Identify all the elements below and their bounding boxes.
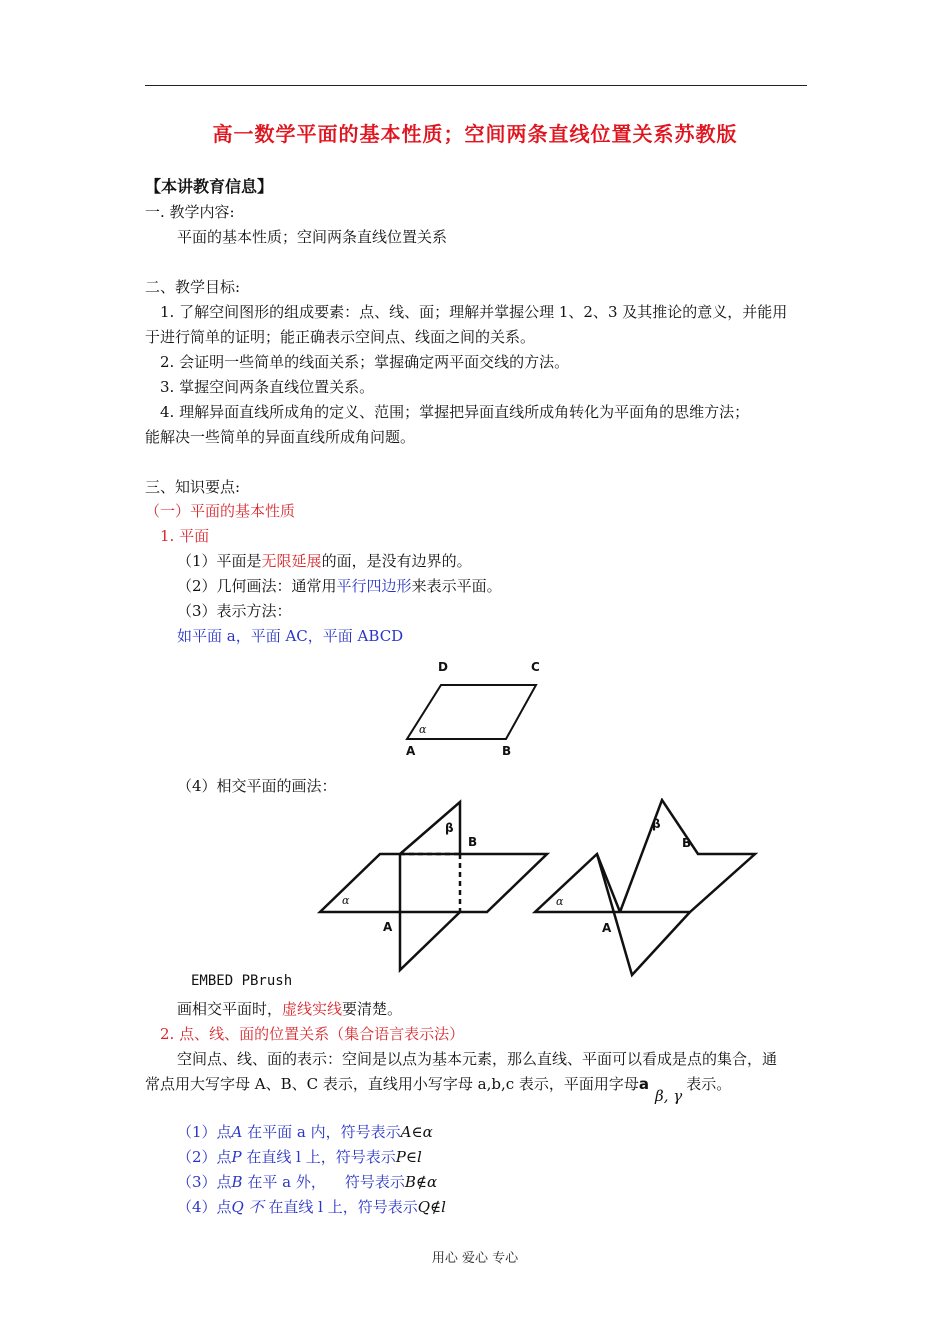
figure-parallelogram: [395, 655, 555, 760]
r1-symbol: A∈α: [400, 1123, 433, 1141]
section-3-heading: 三、知识要点:: [145, 478, 241, 496]
subsection-plane-properties: （一）平面的基本性质: [145, 502, 296, 520]
representation-line-2: [145, 1074, 732, 1105]
goal-4-line-1: 4. 理解异面直线所成角的定义、范围；掌握把异面直线所成角转化为平面角的思维方法；: [160, 403, 750, 421]
section-2-heading: 二、教学目标:: [145, 278, 241, 296]
representation-text: 常点用大写字母 A、B、C 表示，直线用小写字母 a,b,c 表示，平面用字母: [145, 1075, 639, 1093]
representation-beta-gamma: β, γ: [655, 1087, 683, 1105]
r2-prefix: （2）点: [177, 1148, 232, 1166]
fig2a-label-beta: β: [445, 821, 454, 835]
plane-point-1: [177, 551, 472, 571]
p2-highlight: 平行四边形: [336, 577, 412, 595]
fig2b-label-B: B: [682, 836, 692, 850]
plane-notation-example: 如平面 a，平面 AC，平面 ABCD: [177, 627, 404, 645]
section-1-body: 平面的基本性质；空间两条直线位置关系: [177, 228, 448, 246]
section-info-heading: 【本讲教育信息】: [145, 177, 274, 196]
plane-point-2: [177, 576, 502, 596]
draw-highlight: 虚线实线: [282, 1000, 343, 1018]
r1-prefix: （1）点: [177, 1123, 232, 1141]
r4-mid: 在直线 l 上，符号表示: [263, 1198, 418, 1216]
fig1-label-alpha: α: [419, 723, 427, 736]
r1-var: A: [231, 1123, 243, 1141]
r2-mid: 在直线 l 上，符号表示: [241, 1148, 396, 1166]
p1-suffix: 的面，是没有边界的。: [321, 552, 472, 570]
r2-symbol: P∈l: [395, 1148, 422, 1166]
fig2a-label-B: B: [468, 835, 478, 849]
figure-intersecting-planes-dashed: [315, 798, 550, 973]
figure-intersecting-planes-v: [532, 798, 762, 983]
r4-prefix: （4）点: [177, 1198, 232, 1216]
r4-var: Q 不: [231, 1198, 264, 1216]
document-title: 高一数学平面的基本性质；空间两条直线位置关系苏教版: [212, 122, 738, 146]
representation-letter-a: a: [638, 1075, 650, 1093]
relation-4: [177, 1197, 446, 1217]
goal-3: 3. 掌握空间两条直线位置关系。: [160, 378, 375, 396]
representation-line-1: 空间点、线、面的表示：空间是以点为基本元素，那么直线、平面可以看成是点的集合，通: [177, 1050, 778, 1068]
relation-1: [177, 1122, 433, 1142]
page-footer: 用心 爱心 专心: [431, 1251, 519, 1266]
r3-symbol: B∉α: [404, 1173, 438, 1191]
fig1-label-C: C: [531, 660, 540, 674]
header-rule: [145, 85, 807, 86]
fig2b-label-alpha: α: [556, 895, 564, 908]
embed-pbrush-text: EMBED PBrush: [191, 973, 293, 989]
p2-suffix: 来表示平面。: [411, 577, 502, 595]
goal-4-line-2: 能解决一些简单的异面直线所成角问题。: [145, 428, 416, 446]
item-plane: 1. 平面: [160, 527, 210, 545]
goal-2: 2. 会证明一些简单的线面关系；掌握确定两平面交线的方法。: [160, 353, 570, 371]
draw-suffix: 要清楚。: [342, 1000, 403, 1018]
draw-prefix: 画相交平面时，: [177, 1000, 283, 1018]
p1-prefix: （1）平面是: [177, 552, 262, 570]
p1-highlight: 无限延展: [261, 552, 322, 570]
goal-1-line-2: 于进行简单的证明；能正确表示空间点、线面之间的关系。: [145, 328, 536, 346]
r3-prefix: （3）点: [177, 1173, 232, 1191]
fig2a-label-alpha: α: [342, 894, 350, 907]
item-point-line-plane: 2. 点、线、面的位置关系（集合语言表示法）: [160, 1025, 465, 1043]
relation-2: [177, 1147, 422, 1167]
section-1-heading: 一. 教学内容:: [145, 203, 235, 221]
fig1-label-B: B: [502, 744, 512, 758]
fig2a-label-A: A: [383, 920, 393, 934]
representation-end: 表示。: [686, 1075, 732, 1093]
fig2b-label-A: A: [602, 921, 612, 935]
fig1-label-A: A: [406, 744, 416, 758]
r3-var: B: [231, 1173, 243, 1191]
plane-point-4: （4）相交平面的画法：: [177, 777, 337, 795]
r4-symbol: Q∉l: [417, 1198, 446, 1216]
plane-point-3: （3）表示方法：: [177, 602, 292, 620]
r2-var: P: [231, 1148, 242, 1166]
relation-3: [177, 1172, 437, 1192]
fig1-label-D: D: [438, 660, 448, 674]
r3-mid: 在平 a 外， 符号表示: [242, 1173, 405, 1191]
drawing-tip: [177, 999, 402, 1019]
goal-1-line-1: 1. 了解空间图形的组成要素：点、线、面；理解并掌握公理 1、2、3 及其推论的意义，并能用: [160, 303, 788, 321]
fig2b-label-beta: β: [652, 817, 661, 831]
r1-mid: 在平面 a 内，符号表示: [242, 1123, 401, 1141]
p2-prefix: （2）几何画法：通常用: [177, 577, 337, 595]
